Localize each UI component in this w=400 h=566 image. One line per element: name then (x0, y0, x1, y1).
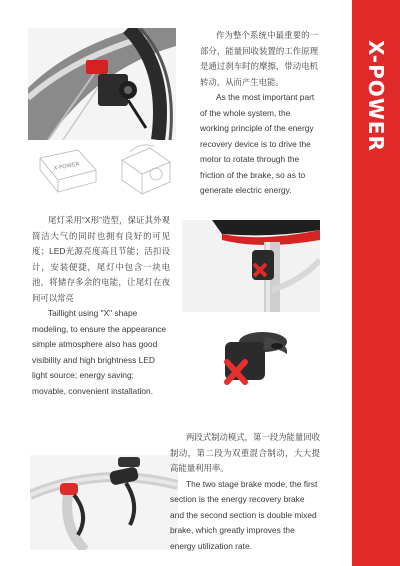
taillight-product-photo (205, 320, 295, 390)
sketch-logo-label: X-POWER (53, 161, 80, 172)
section3-text (170, 430, 320, 554)
brand-title: X-POWER (364, 40, 388, 152)
device-wheel-photo (28, 28, 176, 140)
taillight-seatpost-photo (182, 220, 320, 312)
section2-cn: 尾灯采用“X形”造型，保证其外观简洁大气的同时也拥有良好的可见度；LED光源亮度高且节能；活扣设计，安装便捷，尾灯中包含一块电池，将储存多余的电能，让尾灯在夜间可以常亮 (32, 215, 170, 303)
section1-text (200, 28, 318, 199)
section1-cn: 作为整个系统中最重要的一部分，能量回收装置的工作原理是通过刹车时的摩擦，带动电机转动，从而产生电能。 (200, 30, 318, 87)
section2-en: Taillight using "X" shape modeling, to ensure the appearance simple atmosphere also has good visibility and high brightness LED light source; energy saving; movable, convenient installation. (32, 308, 167, 396)
section3-cn: 两段式制动模式，第一段为能量回收制动，第二段为双重混合制动，大大提高能量利用率。 (170, 432, 320, 473)
brand-strip (352, 0, 400, 566)
section2-text (32, 213, 170, 399)
device-sketches (30, 140, 180, 202)
section3-en: The two stage brake mode, the first section is the energy recovery brake and the second section is double mixed brake, which greatly improves the energy utilization rate. (170, 478, 318, 551)
section1-en: As the most important part of the whole system, the working principle of the energy recovery device is to drive the motor to rotate through the friction of the brake, so as to generate electric energy. (200, 92, 315, 195)
handlebar-brake-photo (30, 455, 178, 550)
